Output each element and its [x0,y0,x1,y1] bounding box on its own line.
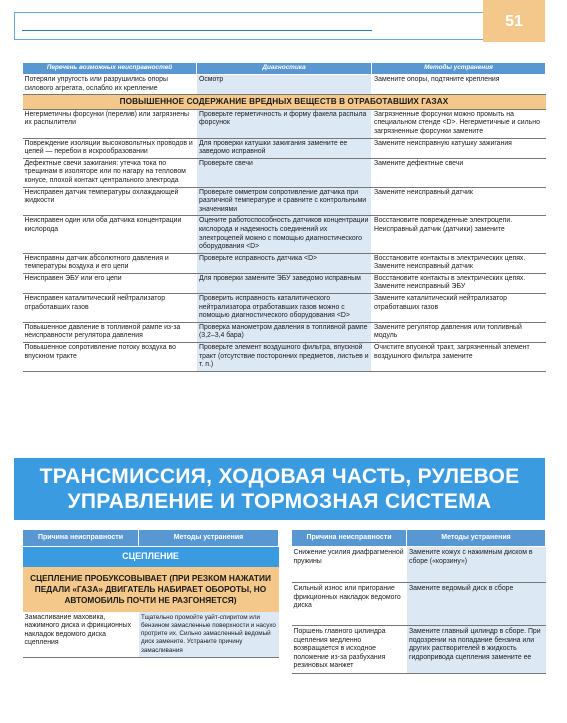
cell-diagnostics: Проверьте элемент воздушного фильтра, впускной тракт (отсутствие посторонних предметов, листьев и т. п.) [197,343,372,372]
col-header-cause: Причина неисправности [292,530,407,547]
col-header-fault: Перечень возможных неисправностей [23,63,197,75]
symptom-header-row [23,567,279,612]
subsection-title-clutch: СЦЕПЛЕНИЕ [23,547,279,567]
col-header-remedy: Методы устранения [372,63,546,75]
cell-fault: Повышенное давление в топливной рампе из-за неисправности регулятора давления [23,322,197,342]
cell-cause: Поршень главного цилиндра сцепления медленно возвращается в исходное положение из-за разбухания резиновых манжет [292,626,407,674]
table-row [292,583,546,626]
table-row [23,253,546,273]
cell-remedy: Замените неисправный датчик [372,187,546,216]
cell-diagnostics: Осмотр [197,75,372,95]
cell-cause: Замасливание маховика, нажимного диска и фрикционных накладок ведомого диска сцепления [23,612,139,658]
cell-fault: Неисправен один или оба датчика концентрации кислорода [23,216,197,253]
cell-remedy: Замените опоры, подтяните крепления [372,75,546,95]
cell-fault: Неисправен ЭБУ или его цепи [23,273,197,293]
cell-diagnostics: Проверьте герметичность и форму факела распыла форсунок [197,109,372,138]
table-row [292,626,546,674]
table-row [23,109,546,138]
table-row [23,343,546,372]
cell-fault: Неисправен датчик температуры охлаждающей жидкости [23,187,197,216]
cell-fault: Неисправны датчик абсолютного давления и температуры воздуха и его цепи [23,253,197,273]
cell-diagnostics: Проверьте омметром сопротивление датчика при различной температуре и сравните с контрольными значениями [197,187,372,216]
table-row [23,138,546,158]
cell-remedy: Замените дефектные свечи [372,158,546,187]
cell-fault: Потеряли упругость или разрушились опоры силового агрегата, ослабло их крепление [23,75,197,95]
table-header-row [292,530,546,547]
header-bar [14,12,483,40]
section-header-row [23,95,546,110]
table-row [23,187,546,216]
cell-remedy: Замените регулятор давления или топливный модуль [372,322,546,342]
table-row [23,273,546,293]
symptom-title: СЦЕПЛЕНИЕ ПРОБУКСОВЫВАЕТ (ПРИ РЕЗКОМ НАЖАТИИ ПЕДАЛИ «ГАЗА» ДВИГАТЕЛЬ НАБИРАЕТ ОБОРОТЫ, НО АВТОМОБИЛЬ ПОЧТИ НЕ РАЗГОНЯЕТСЯ) [23,567,279,612]
cell-fault: Негерметичны форсунки (перелив) или загрязнены их распылители [23,109,197,138]
engine-fault-table [22,62,546,372]
cell-diagnostics: Проверка манометром давления в топливной рампе (3,2–3,4 бара) [197,322,372,342]
clutch-table-right [291,529,546,674]
header-rule [22,30,372,31]
cell-remedy: Тщательно промойте уайт-спиритом или бензином замасленные поверхности и насухо протрите их. Сильно замасленный ведомый диск замените. Устраните причину замасливания [139,612,279,658]
cell-remedy: Замените главный цилиндр в сборе. При подозрении на попадание бензина или других растворителей в жидкость гидропривода сцепления замените ее [407,626,546,674]
table-row [23,158,546,187]
col-header-remedy: Методы устранения [407,530,546,547]
cell-diagnostics: Проверьте свечи [197,158,372,187]
table-row [23,216,546,253]
cell-remedy: Замените каталитический нейтрализатор отработавших газов [372,294,546,323]
cell-diagnostics: Проверьте исправность датчика <D> [197,253,372,273]
table-row [23,612,279,658]
cell-diagnostics: Для проверки замените ЭБУ заведомо исправным [197,273,372,293]
cell-fault: Дефектные свечи зажигания: утечка тока по трещинам в изоляторе или по нагару на тепловом конусе, плохой контакт центрального электрода [23,158,197,187]
table-row [23,294,546,323]
cell-remedy: Восстановите контакты в электрических цепях. Замените неисправный датчик [372,253,546,273]
table-header-row [23,63,546,75]
table-row [292,547,546,583]
page-number: 51 [483,0,545,42]
col-header-cause: Причина неисправности [23,530,139,547]
cell-remedy: Замените кожух с нажимным диском в сборе («корзину») [407,547,546,583]
cell-fault: Неисправен каталитический нейтрализатор отработавших газов [23,294,197,323]
cell-remedy: Замените ведомый диск в сборе [407,583,546,626]
col-header-remedy: Методы устранения [139,530,279,547]
cell-diagnostics: Для проверки катушки зажигания замените ее заведомо исправной [197,138,372,158]
table-row [23,322,546,342]
section-title-emissions: ПОВЫШЕННОЕ СОДЕРЖАНИЕ ВРЕДНЫХ ВЕЩЕСТВ В ОТРАБОТАВШИХ ГАЗАХ [23,95,546,110]
cell-fault: Повышенное сопротивление потоку воздуха во впускном тракте [23,343,197,372]
cell-remedy: Замените неисправную катушку зажигания [372,138,546,158]
chapter-title: ТРАНСМИССИЯ, ХОДОВАЯ ЧАСТЬ, РУЛЕВОЕ УПРАВЛЕНИЕ И ТОРМОЗНАЯ СИСТЕМА [14,458,545,520]
cell-remedy: Очистите впускной тракт, загрязненный элемент воздушного фильтра замените [372,343,546,372]
col-header-diagnostics: Диагностика [197,63,372,75]
clutch-table-left [22,529,279,658]
cell-cause: Сильный износ или пригорание фрикционных накладок ведомого диска [292,583,407,626]
cell-diagnostics: Оцените работоспособность датчиков концентрации кислорода и надежность соединений их электроцепей можно с помощью диагностического оборудования <D> [197,216,372,253]
table-header-row [23,530,279,547]
cell-remedy: Восстановите контакты в электрических цепях. Замените неисправный ЭБУ [372,273,546,293]
cell-fault: Повреждение изоляции высоковольтных проводов и цепей — перебои в искрообразовании [23,138,197,158]
subsection-header-row [23,547,279,567]
table-row [23,75,546,95]
cell-cause: Снижение усилия диафрагменной пружины [292,547,407,583]
cell-remedy: Восстановите поврежденные электроцепи. Неисправный датчик (датчики) замените [372,216,546,253]
cell-remedy: Загрязненные форсунки можно промыть на специальном стенде <D>. Негерметичные и сильно загрязненные форсунки замените [372,109,546,138]
cell-diagnostics: Проверить исправность каталитического нейтрализатора отработавших газов можно с помощью диагностического оборудования <D> [197,294,372,323]
